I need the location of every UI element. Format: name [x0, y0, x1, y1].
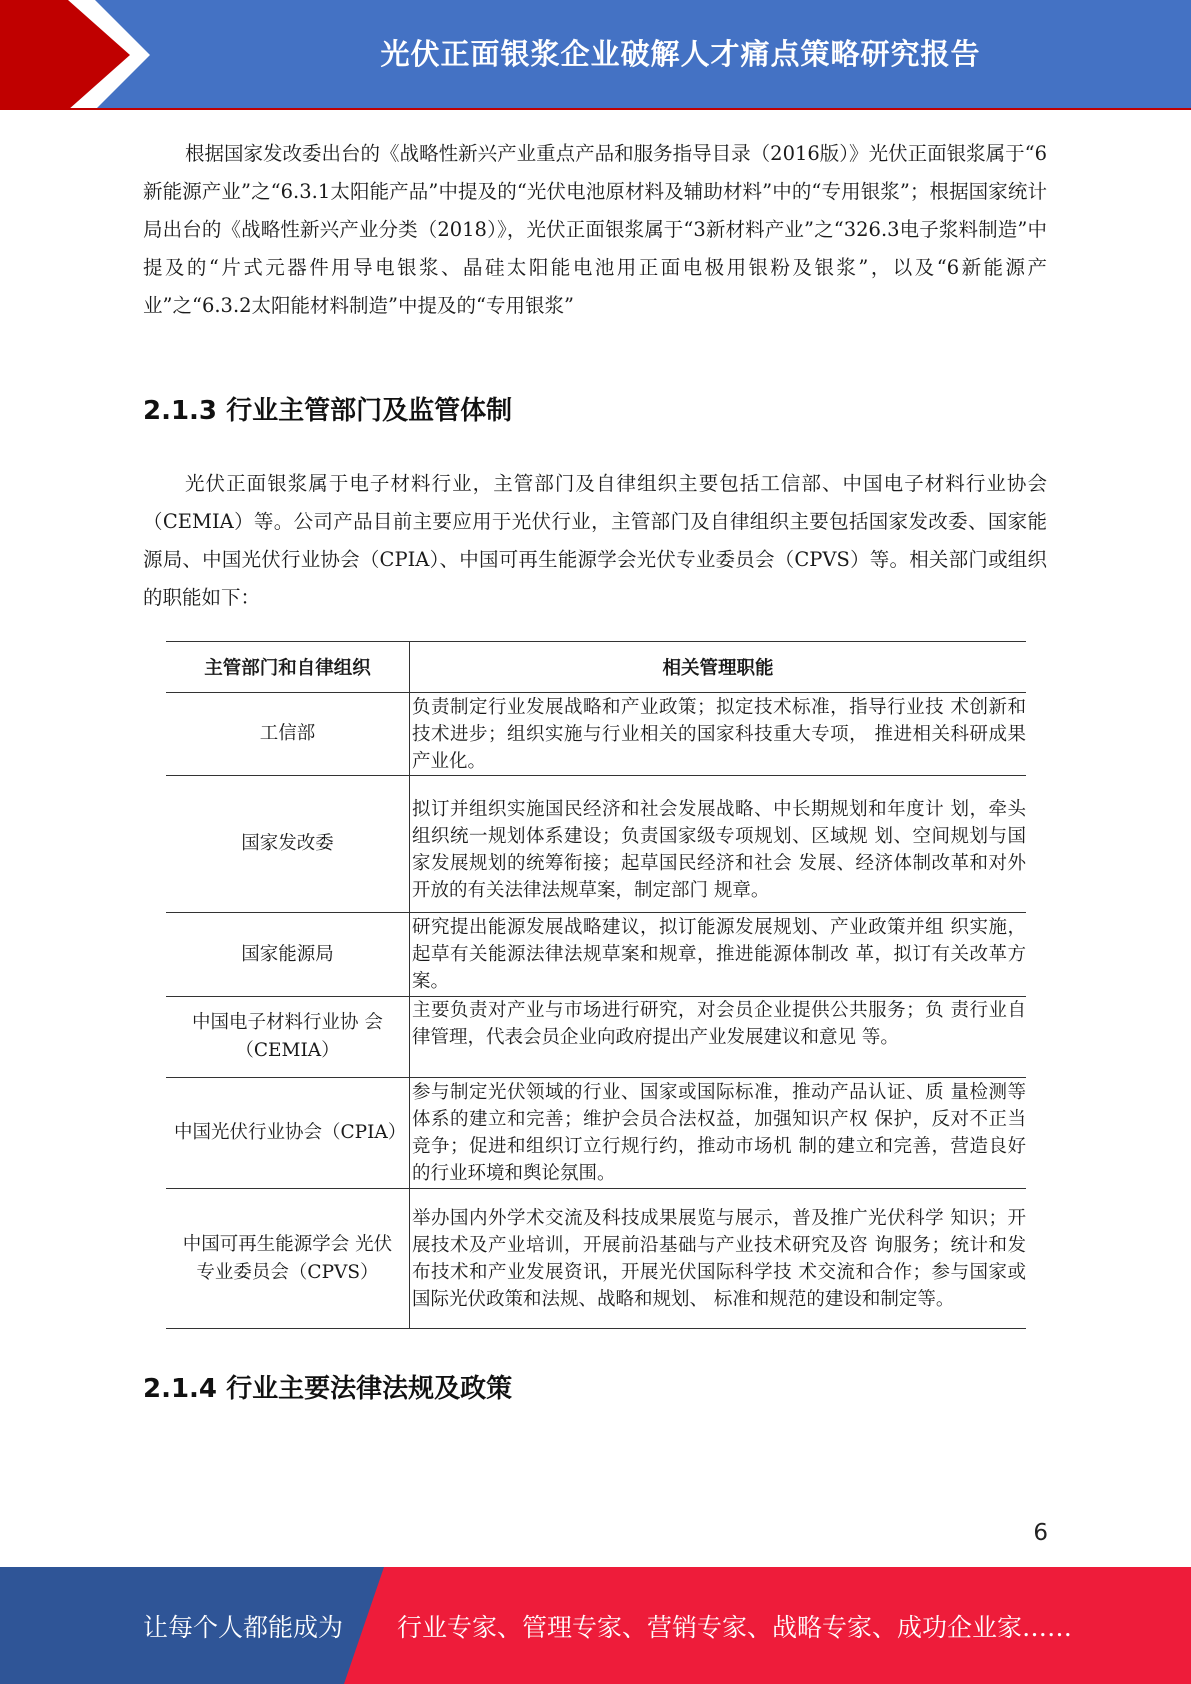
table-cell-duty: 参与制定光伏领域的行业、国家或国际标准，推动产品认证、质 量检测等体系的建立和完善；维护会员合法权益，加强知识产权 保护，反对不正当竞争；促进和组织订立行规行约，推动市场机 制的建立和完善，营造良好的行业环境和舆论氛围。 [410, 1078, 1027, 1189]
section-heading-2-1-4: 2.1.4 行业主要法律法规及政策 [143, 1374, 513, 1404]
report-title: 光伏正面银浆企业破解人才痛点策略研究报告 [380, 36, 981, 71]
section-2-1-3-paragraph: 光伏正面银浆属于电子材料行业，主管部门及自律组织主要包括工信部、中国电子材料行业协会（CEMIA）等。公司产品目前主要应用于光伏行业，主管部门及自律组织主要包括国家发改委、国家能源局、中国光伏行业协会（CPIA）、中国可再生能源学会光伏专业委员会（CPVS）等。相关部门或组织的职能如下： [143, 472, 1047, 609]
regulatory-bodies-table [166, 641, 1026, 1329]
table-cell-org: 中国电子材料行业协 会（CEMIA） [166, 997, 410, 1078]
table-row [166, 776, 1026, 913]
table-cell-duty: 研究提出能源发展战略建议，拟订能源发展规划、产业政策并组 织实施，起草有关能源法律法规草案和规章，推进能源体制改 革，拟订有关改革方案。 [410, 913, 1027, 997]
table-row [166, 913, 1026, 997]
header-divider [0, 108, 1191, 110]
table-cell-duty: 负责制定行业发展战略和产业政策；拟定技术标准，指导行业技 术创新和技术进步；组织实施与行业相关的国家科技重大专项， 推进相关科研成果产业化。 [410, 693, 1027, 776]
table-cell-org: 国家能源局 [166, 913, 410, 997]
table-header-org: 主管部门和自律组织 [166, 642, 410, 693]
footer-slogan-right: 行业专家、管理专家、营销专家、战略专家、成功企业家…… [397, 1612, 1073, 1642]
table-row [166, 693, 1026, 776]
table-row [166, 1189, 1026, 1329]
table-header-row [166, 642, 1026, 693]
table-cell-org: 中国可再生能源学会 光伏专业委员会（CPVS） [166, 1189, 410, 1329]
table-header-duty: 相关管理职能 [410, 642, 1027, 693]
table-row [166, 997, 1026, 1078]
table-cell-org: 工信部 [166, 693, 410, 776]
table-cell-org: 国家发改委 [166, 776, 410, 913]
intro-paragraph: 根据国家发改委出台的《战略性新兴产业重点产品和服务指导目录（2016版）》光伏正面银浆属于“6新能源产业”之“6.3.1太阳能产品”中提及的“光伏电池原材料及辅助材料”中的“专用银浆”；根据国家统计局出台的《战略性新兴产业分类（2018）》，光伏正面银浆属于“3新材料产业”之“326.3电子浆料制造”中提及的“片式元器件用导电银浆、晶硅太阳能电池用正面电极用银粉及银浆”，以及“6新能源产业”之“6.3.2太阳能材料制造”中提及的“专用银浆” [143, 142, 1047, 317]
page-number: 6 [1033, 1520, 1048, 1546]
table-cell-duty: 举办国内外学术交流及科技成果展览与展示，普及推广光伏科学 知识；开展技术及产业培训，开展前沿基础与产业技术研究及咨 询服务；统计和发布技术和产业发展资讯，开展光伏国际科学技 术交流和合作；参与国家或国际光伏政策和法规、战略和规划、 标准和规范的建设和制定等。 [410, 1189, 1027, 1329]
footer-slogan-left: 让每个人都能成为 [143, 1612, 344, 1642]
page-header [0, 0, 1191, 110]
section-heading-2-1-3: 2.1.3 行业主管部门及监管体制 [143, 396, 513, 426]
table-cell-duty: 主要负责对产业与市场进行研究，对会员企业提供公共服务；负 责行业自律管理，代表会员企业向政府提出产业发展建议和意见 等。 [410, 997, 1027, 1078]
table-cell-org: 中国光伏行业协会（CPIA） [166, 1078, 410, 1189]
header-corner-decoration [0, 0, 160, 110]
table-cell-duty: 拟订并组织实施国民经济和社会发展战略、中长期规划和年度计 划，牵头组织统一规划体系建设；负责国家级专项规划、区域规 划、空间规划与国家发展规划的统筹衔接；起草国民经济和社会 发展、经济体制改革和对外开放的有关法律法规草案，制定部门 规章。 [410, 776, 1027, 913]
page-footer [0, 1567, 1191, 1684]
table-row [166, 1078, 1026, 1189]
